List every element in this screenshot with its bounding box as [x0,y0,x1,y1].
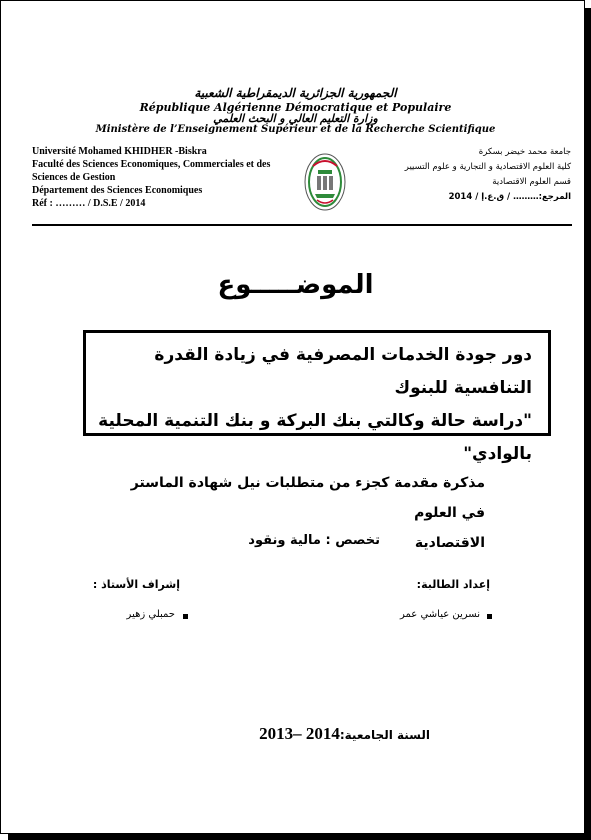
thesis-title-line1: دور جودة الخدمات المصرفية في زيادة القدرة التنافسية للبنوك [154,345,532,398]
header-divider [32,224,572,226]
university-info-arabic [341,145,571,205]
department-name-fr: Département des Sciences Economiques [32,185,203,196]
supervised-by-label: إشراف الأستاذ : [92,578,180,591]
specialization: تخصص : مالية ونقود [248,533,380,548]
university-info-french [32,145,292,210]
thesis-title-line2: "دراسة حالة وكالتي بنك البركة و بنك التنمية المحلية بالوادي" [98,411,532,464]
subject-heading: الموضـــــوع [217,270,374,300]
memo-line2: الاقتصادية [414,535,485,551]
student-name: نسرين عياشي عمر [400,609,480,620]
faculty-name-ar: كلية العلوم الاقتصادية و التجارية و علوم التسيير [404,162,571,172]
faculty-name-fr: Faculté des Sciences Economiques, Commerciales et des [32,159,271,170]
ministry-french: Ministère de l’Enseignement Supérieur et de la Recherche Scientifique [95,124,496,135]
faculty-name-fr-cont: Sciences de Gestion [32,172,116,183]
university-name-ar: جامعة محمد خيضر بسكرة [478,147,571,157]
thesis-title-box [83,330,551,464]
page-shadow-bottom [8,834,591,840]
republic-french: République Algérienne Démocratique et Populaire [139,101,452,114]
university-name-fr: Université Mohamed KHIDHER -Biskra [32,146,207,157]
reference-fr: Réf : ……… / D.S.E / 2014 [32,198,146,209]
supervisor-name: حمبلي زهير [126,609,175,620]
ministry-arabic: وزارة التعليم العالي و البحث العلمي [213,112,378,125]
university-seal-icon [303,152,347,212]
reference-ar: المرجع:……… / ق.ع.إ / 2014 [448,192,571,202]
department-name-ar: قسم العلوم الاقتصادية [492,177,571,187]
prepared-by-label: إعداد الطالبة: [416,578,490,591]
academic-year [190,724,430,744]
academic-year-label: السنة الجامعية: [339,728,430,742]
memo-line1: مذكرة مقدمة كجزء من متطلبات نيل شهادة الماستر في العلوم [130,475,485,521]
bullet-icon [487,614,492,619]
academic-year-value: 2013– 2014 [259,724,340,743]
bullet-icon [183,614,188,619]
republic-arabic: الجمهورية الجزائرية الديمقراطية الشعبية [194,86,397,100]
